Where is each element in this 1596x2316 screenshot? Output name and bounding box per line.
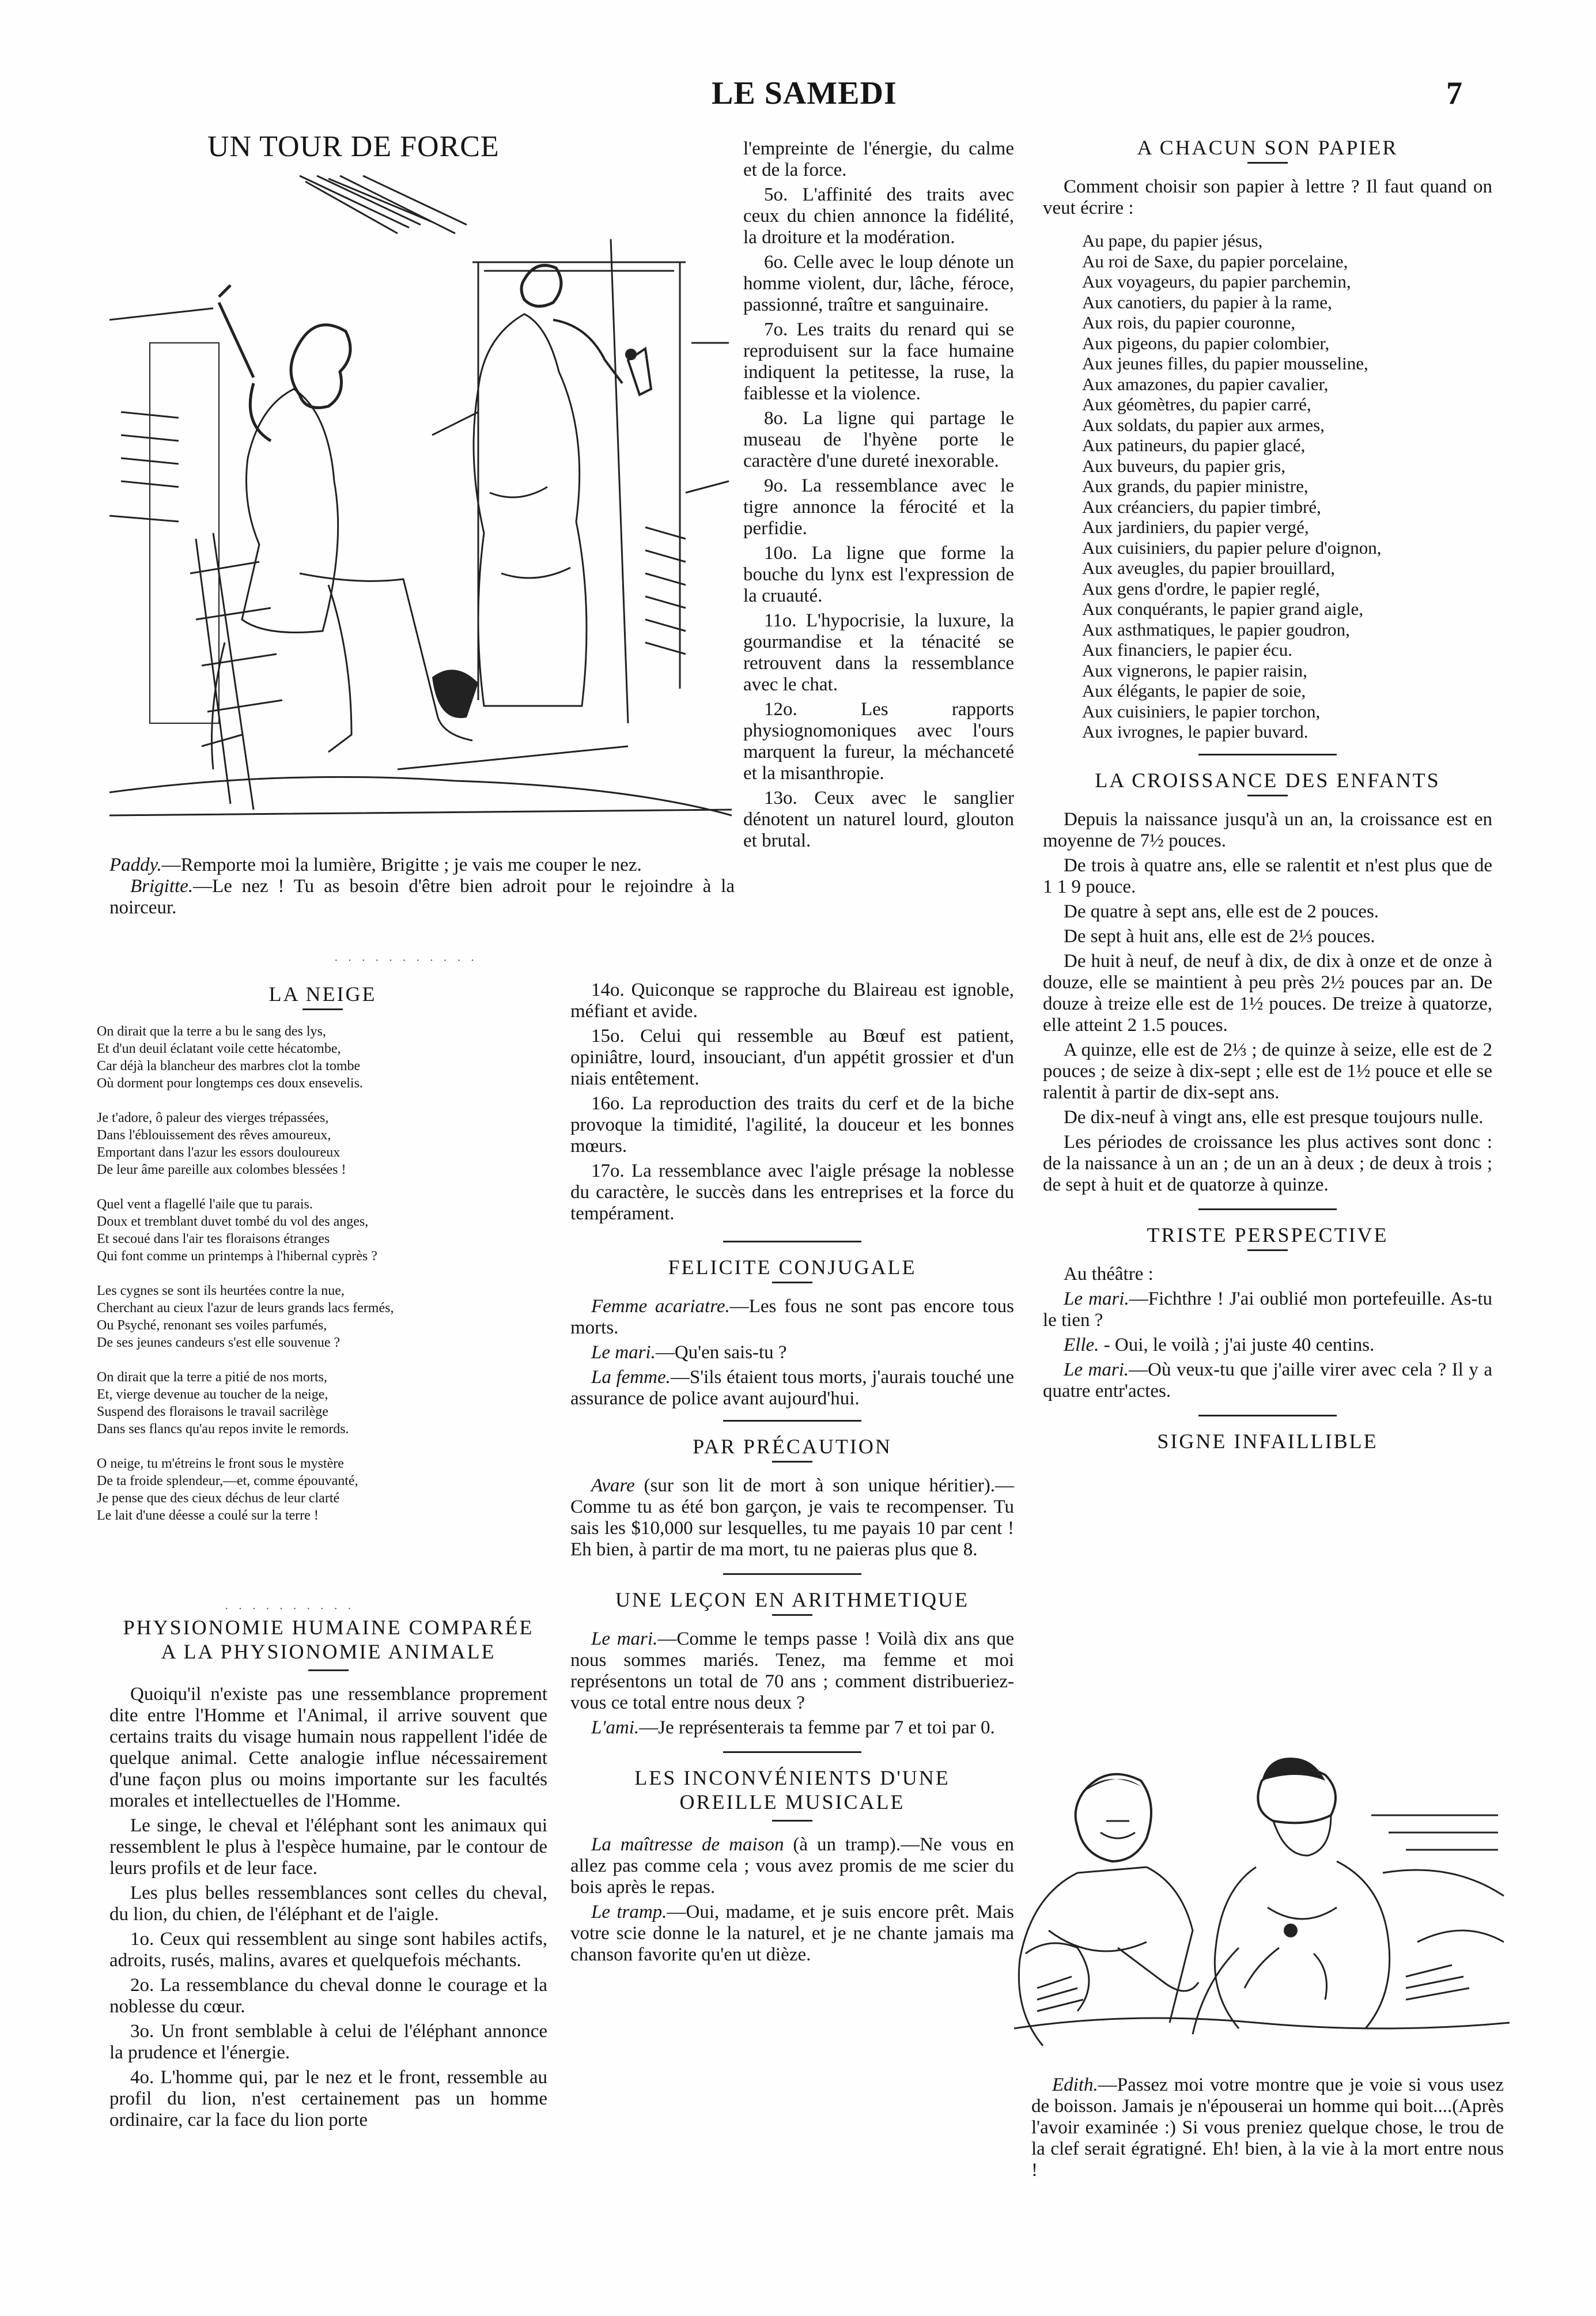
- paragraph: 11o. L'hypocrisie, la luxure, la gourmandise et la ténacité se retrouvent dans la ressemblance avec le chat.: [743, 610, 1014, 695]
- list-item: Au roi de Saxe, du papier porcelaine,: [1082, 251, 1348, 271]
- paragraph: 7o. Les traits du renard qui se reproduisent sur la face humaine indiquent la petitesse, la ruse, la faiblesse et la violence.: [743, 319, 1014, 404]
- title-rule: [302, 1008, 343, 1010]
- list-item: Aux amazones, du papier cavalier,: [1082, 373, 1329, 394]
- paragraph: Edith.—Passez moi votre montre que je voie si vous usez de boisson. Jamais je n'épouserai un homme qui boit....(Après l'avoir examinée :) Si vous preniez quelque chose, le trou de la clef serait égratigné. Eh! bien, à la vie à la mort entre nous !: [1031, 2075, 1504, 2181]
- section-rule: [1198, 754, 1337, 755]
- poem-line: O neige, tu m'étreins le front sous le mystère: [97, 1456, 344, 1471]
- poem-line: Les cygnes se sont ils heurtées contre la nue,: [97, 1283, 345, 1298]
- section-rule: [723, 1573, 861, 1575]
- stanza: [97, 1282, 553, 1351]
- papier-title: A CHACUN SON PAPIER: [1137, 136, 1398, 159]
- paragraph: De quatre à sept ans, elle est de 2 pouces.: [1064, 901, 1379, 922]
- paragraph: Les périodes de croissance les plus actives sont donc : de la naissance à un an ; de un an à deux ; de deux à trois ; de sept à huit et de quatorze à quinze.: [1043, 1131, 1492, 1195]
- paragraph: De trois à quatre ans, elle se ralentit et n'est plus que de 1 1 9 pouce.: [1043, 855, 1492, 897]
- dialogue-line: L'ami.—Je représenterais ta femme par 7 et toi par 0.: [591, 1717, 995, 1738]
- paragraph: 1o. Ceux qui ressemblent au singe sont habiles actifs, adroits, rusés, malins, avares et quelquefois méchants.: [109, 1929, 547, 1971]
- poem-line: De leur âme pareille aux colombes blessées !: [97, 1162, 346, 1177]
- edith-couple-illustration: [1014, 1758, 1510, 2057]
- separator-dots: · · · · · · · · · · ·: [334, 954, 478, 967]
- poem-line: Et secoué dans l'air tes floraisons étranges: [97, 1231, 330, 1246]
- paragraph: De huit à neuf, de neuf à dix, de dix à onze et de onze à douze, elle se maintient à peu près 2½ pouces par an. De douze à treize elle est de 1½ pouces. De treize à quatorze, elle atteint 2 1.5 pouces.: [1043, 950, 1492, 1036]
- paragraph: Avare (sur son lit de mort à son unique héritier).—Comme tu as été bon garçon, je vais te recompenser. Tu sais les $10,000 sur lesquelles, tu me payais 10 par cent ! Eh bien, à partir de ma mort, tu ne paieras plus que 8.: [570, 1475, 1014, 1560]
- dialogue-line: Le mari.—Qu'en sais-tu ?: [591, 1342, 787, 1363]
- dialogue-line: Le mari.—Où veux-tu que j'aille virer avec cela ? Il y a quatre entr'actes.: [1043, 1359, 1493, 1401]
- poem-line: De ta froide splendeur,—et, comme épouvanté,: [97, 1474, 358, 1488]
- list-item: Aux ivrognes, le papier buvard.: [1082, 721, 1308, 742]
- dialogue-line: Femme acariatre.—Les fous ne sont pas encore tous morts.: [570, 1296, 1014, 1338]
- list-item: Aux vignerons, le papier raisin,: [1082, 660, 1307, 681]
- la-neige-section: [92, 974, 553, 1542]
- paragraph: 13o. Ceux avec le sanglier dénotent un naturel lourd, glouton et brutal.: [743, 788, 1014, 851]
- dialogue-line: Le mari.—Comme le temps passe ! Voilà dix ans que nous sommes mariés. Tenez, ma femme et moi représentons un total de 70 ans ; comment distribueriez-vous ce total entre nous deux ?: [570, 1629, 1015, 1713]
- list-item: Au pape, du papier jésus,: [1082, 231, 1263, 251]
- signe-title: SIGNE INFAILLIBLE: [1157, 1429, 1378, 1453]
- poem-line: Le lait d'une déesse a coulé sur la terre !: [97, 1508, 319, 1523]
- stanza: [97, 1023, 553, 1092]
- paragraph: 9o. La ressemblance avec le tigre annonce la férocité et la perfidie.: [743, 475, 1014, 539]
- title-rule: [1247, 1249, 1288, 1251]
- arithmetique-title: UNE LEÇON EN ARITHMETIQUE: [615, 1588, 969, 1611]
- poem-line: Où dorment pour longtemps ces doux ensevelis.: [97, 1076, 363, 1091]
- list-item: Aux jeunes filles, du papier mousseline,: [1082, 353, 1368, 373]
- list-item: Aux canotiers, du papier à la rame,: [1082, 292, 1332, 312]
- title-rule: [1247, 795, 1288, 796]
- list-item: Aux conquérants, le papier grand aigle,: [1082, 599, 1364, 619]
- section-rule: [1198, 1208, 1337, 1210]
- list-item: Aux financiers, le papier écu.: [1082, 640, 1292, 660]
- poem-line: Emportant dans l'azur les essors douloureux: [97, 1145, 341, 1160]
- list-item: Aux créanciers, du papier timbré,: [1082, 496, 1321, 517]
- section-rule: [1198, 1415, 1337, 1416]
- dialogue-line: Le tramp.—Oui, madame, et je suis encore prêt. Mais votre scie donne le la naturel, et je ne chante jamais ma chanson favorite qu'en ut dièze.: [570, 1902, 1015, 1965]
- poem-line: Qui font comme un printemps à l'hibernal cyprès ?: [97, 1249, 377, 1264]
- precaution-title: PAR PRÉCAUTION: [693, 1435, 892, 1458]
- dialogue-line: La femme.—S'ils étaient tous morts, j'aurais touché une assurance de police avant aujourd'hui.: [570, 1367, 1014, 1409]
- poem-line: On dirait que la terre a bu le sang des lys,: [97, 1024, 326, 1039]
- list-item: Aux grands, du papier ministre,: [1082, 476, 1308, 496]
- list-item: Aux rois, du papier couronne,: [1082, 312, 1296, 333]
- paragraph: 5o. L'affinité des traits avec ceux du chien annonce la fidélité, la droiture et la modération.: [743, 184, 1014, 248]
- poem-line: Quel vent a flagellé l'aile que tu parais.: [97, 1197, 313, 1212]
- poem-line: Suspend des floraisons le travail sacrilège: [97, 1404, 328, 1419]
- tour-de-force-title: UN TOUR DE FORCE: [207, 130, 500, 163]
- physionomie-title: PHYSIONOMIE HUMAINE COMPARÉE: [123, 1616, 534, 1639]
- list-item: Aux patineurs, du papier glacé,: [1082, 435, 1306, 455]
- paragraph: De sept à huit ans, elle est de 2⅓ pouces.: [1064, 925, 1375, 947]
- list-item: Aux élégants, le papier de soie,: [1082, 681, 1306, 701]
- poem-line: Je t'adore, ô paleur des vierges trépassées,: [97, 1110, 329, 1125]
- tour-de-force-caption: [109, 855, 735, 919]
- separator-dots: · · · · · · · · · ·: [225, 1603, 355, 1615]
- paragraph: Le singe, le cheval et l'éléphant sont les animaux qui ressemblent le plus à l'espèce humaine, par le contour de leurs profils et de leur face.: [109, 1815, 547, 1879]
- paragraph: Les plus belles ressemblances sont celles du cheval, du lion, du chien, de l'éléphant et de l'aigle.: [109, 1883, 547, 1925]
- list-item: Aux asthmatiques, le papier goudron,: [1082, 619, 1350, 640]
- paddy-brigitte-illustration: [109, 170, 732, 838]
- poem-line: Ou Psyché, renonant ses voiles parfumés,: [97, 1318, 327, 1333]
- paragraph: 16o. La reproduction des traits du cerf et de la biche provoque la timidité, l'agilité, la douceur et les bonnes mœurs.: [570, 1093, 1014, 1157]
- dialogue-line: La maîtresse de maison (à un tramp).—Ne vous en allez pas comme cela ; vous avez promis de me scier du bois après le repas.: [570, 1834, 1014, 1898]
- poem-line: Dans l'éblouissement des rêves amoureux,: [97, 1128, 331, 1143]
- paragraph: Au théâtre :: [1064, 1263, 1153, 1284]
- list-item: Aux géomètres, du papier carré,: [1082, 394, 1311, 414]
- paragraph: 10o. La ligne que forme la bouche du lynx est l'expression de la cruauté.: [743, 543, 1014, 606]
- physionomie-subtitle: A LA PHYSIONOMIE ANIMALE: [161, 1640, 496, 1663]
- poem-line: Cherchant au cieux l'azur de leurs grands lacs fermés,: [97, 1301, 394, 1316]
- paragraph: l'empreinte de l'énergie, du calme et de la force.: [743, 138, 1014, 180]
- poem-line: Et d'un deuil éclatant voile cette hécatombe,: [97, 1041, 341, 1056]
- paragraph: 4o. L'homme qui, par le nez et le front, ressemble au profil du lion, n'est certainement pas un homme ordinaire, car la face du lion porte: [109, 2067, 547, 2130]
- poem-line: Et, vierge devenue au toucher de la neige,: [97, 1387, 328, 1402]
- list-item: Aux cuisiniers, du papier pelure d'oignon,: [1082, 537, 1382, 558]
- oreille-title: LES INCONVÉNIENTS D'UNE: [634, 1766, 950, 1789]
- section-rule: [723, 1241, 861, 1242]
- right-column: [1043, 135, 1492, 1456]
- middle-column: [570, 980, 1014, 1969]
- paragraph: 3o. Un front semblable à celui de l'éléphant annonce la prudence et l'énergie.: [109, 2021, 547, 2063]
- signe-caption: [1031, 2075, 1504, 2185]
- stanza: [97, 1455, 553, 1524]
- croissance-title: LA CROISSANCE DES ENFANTS: [1095, 768, 1440, 792]
- paragraph: Quoiqu'il n'existe pas une ressemblance proprement dite entre l'Homme et l'Animal, il arrive souvent que certains traits du visage humain nous rappellent l'idée de quelque animal. Cette analogie influe nécessairement d'une façon plus ou moins importante sur les facultés morales et intellectuelles de l'Homme.: [109, 1684, 547, 1811]
- stanza: [97, 1369, 553, 1438]
- section-rule: [723, 1420, 861, 1422]
- felicite-title: FELICITE CONJUGALE: [668, 1256, 917, 1279]
- title-rule: [772, 1614, 812, 1616]
- list-item: Aux soldats, du papier aux armes,: [1082, 414, 1325, 435]
- list-item: Aux buveurs, du papier gris,: [1082, 455, 1285, 476]
- caption-brigitte: Brigitte.—Le nez ! Tu as besoin d'être bien adroit pour le rejoindre à la noirceur.: [109, 876, 735, 918]
- title-rule: [772, 1282, 812, 1283]
- paragraph: 14o. Quiconque se rapproche du Blaireau est ignoble, méfiant et avide.: [570, 980, 1014, 1022]
- page-number: 7: [1446, 75, 1463, 111]
- title-rule: [772, 1820, 812, 1822]
- title-rule: [1247, 162, 1288, 164]
- title-rule: [308, 1669, 349, 1671]
- dialogue-line: Elle. - Oui, le voilà ; j'ai juste 40 centins.: [1064, 1334, 1375, 1355]
- paragraph: 2o. La ressemblance du cheval donne le courage et la noblesse du cœur.: [109, 1975, 547, 2017]
- poem-line: Doux et tremblant duvet tombé du vol des anges,: [97, 1214, 369, 1229]
- poem-line: Car déjà la blancheur des marbres clot la tombe: [97, 1059, 361, 1074]
- paragraph: Depuis la naissance jusqu'à un an, la croissance est en moyenne de 7½ pouces.: [1043, 808, 1492, 851]
- poem-line: On dirait que la terre a pitié de nos morts,: [97, 1370, 327, 1385]
- paragraph: 12o. Les rapports physiognomoniques avec l'ours marquent la fureur, la méchanceté et la misanthropie.: [743, 699, 1014, 784]
- papier-list: [1043, 231, 1492, 742]
- oreille-subtitle: OREILLE MUSICALE: [679, 1790, 905, 1813]
- paragraph: Comment choisir son papier à lettre ? Il faut quand on veut écrire :: [1043, 176, 1492, 218]
- paragraph: 8o. La ligne qui partage le museau de l'hyène porte le caractère d'une dureté inexorable.: [743, 408, 1014, 471]
- paragraph: De dix-neuf à vingt ans, elle est presque toujours nulle.: [1064, 1106, 1484, 1128]
- poem-line: Dans ses flancs qu'au repos invite le remords.: [97, 1422, 349, 1437]
- list-item: Aux voyageurs, du papier parchemin,: [1082, 271, 1351, 292]
- section-rule: [723, 1751, 861, 1753]
- triste-title: TRISTE PERSPECTIVE: [1147, 1223, 1389, 1246]
- list-item: Aux gens d'ordre, le papier reglé,: [1082, 578, 1320, 599]
- paragraph: 6o. Celle avec le loup dénote un homme violent, dur, lâche, féroce, passionné, traître et sanguinaire.: [743, 252, 1014, 315]
- la-neige-poem: [97, 1023, 553, 1524]
- list-item: Aux pigeons, du papier colombier,: [1082, 333, 1330, 353]
- paragraph: 15o. Celui qui ressemble au Bœuf est patient, opiniâtre, lourd, insouciant, d'un appétit grossier et d'un niais entêtement.: [570, 1026, 1014, 1089]
- journal-title: LE SAMEDI: [712, 75, 897, 111]
- dialogue-line: Le mari.—Fichthre ! J'ai oublié mon portefeuille. As-tu le tien ?: [1043, 1288, 1493, 1331]
- physionomie-continuation: [743, 138, 1014, 855]
- title-rule: [772, 1461, 812, 1463]
- poem-line: De ses jeunes candeurs s'est elle souvenue ?: [97, 1335, 341, 1350]
- list-item: Aux jardiniers, du papier vergé,: [1082, 517, 1309, 537]
- poem-line: Je pense que des cieux déchus de leur clarté: [97, 1491, 340, 1506]
- list-item: Aux aveugles, du papier brouillard,: [1082, 558, 1336, 578]
- paragraph: 17o. La ressemblance avec l'aigle présage la noblesse du caractère, le succès dans les entreprises et la force du tempérament.: [570, 1161, 1014, 1224]
- stanza: [97, 1196, 553, 1265]
- stanza: [97, 1109, 553, 1178]
- caption-paddy: Paddy.—Remporte moi la lumière, Brigitte ; je vais me couper le nez.: [109, 855, 642, 875]
- list-item: Aux cuisiniers, le papier torchon,: [1082, 701, 1321, 721]
- paragraph: A quinze, elle est de 2⅓ ; de quinze à seize, elle est de 2 pouces ; de seize à dix-sept ; elle est de 1½ pouce et elle se ralentit à partir de dix-sept ans.: [1043, 1039, 1492, 1103]
- la-neige-title: LA NEIGE: [268, 983, 377, 1006]
- physionomie-section: [109, 1611, 547, 2134]
